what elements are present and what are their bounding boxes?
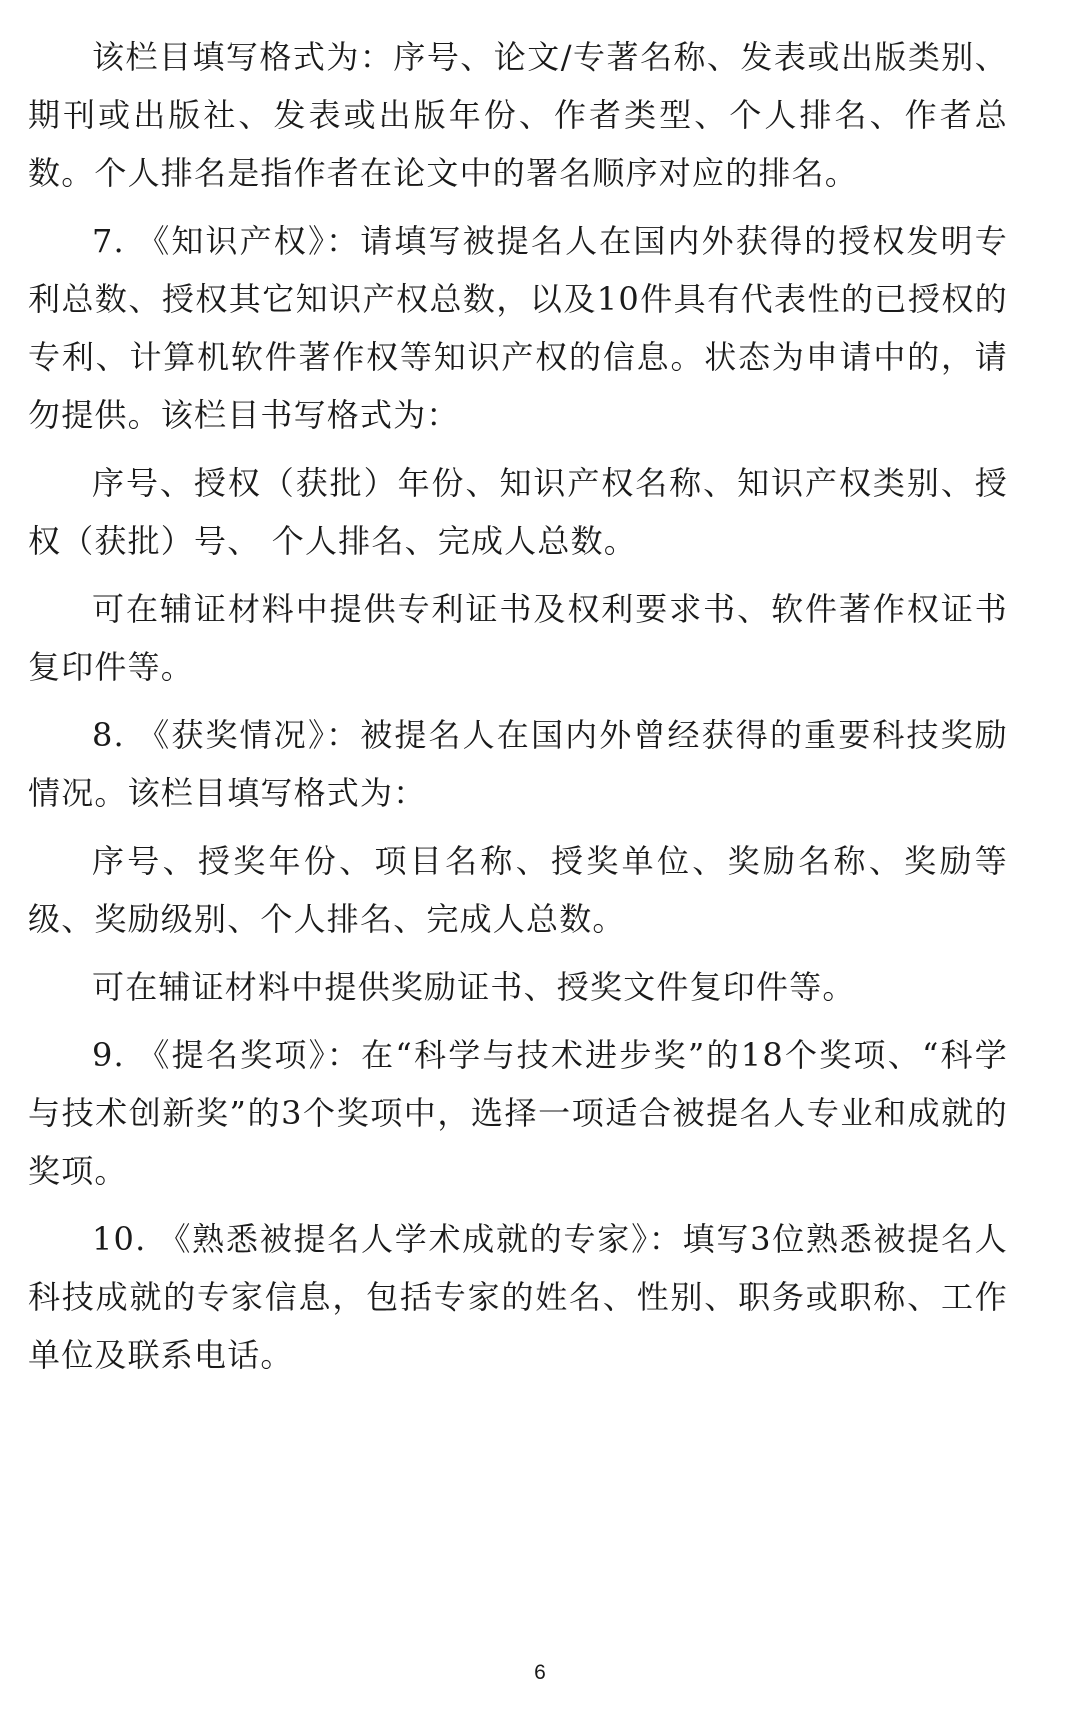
paragraph-nominated-award: 9. 《提名奖项》：在“科学与技术进步奖”的18个奖项、“科学与技术创新奖”的3个奖项中，选择一项适合被提名人专业和成就的奖项。: [28, 1036, 1008, 1190]
document-body: [28, 28, 1008, 1394]
paragraph-awards-format: 序号、授奖年份、项目名称、授奖单位、奖励名称、奖励等级、奖励级别、个人排名、完成人总数。: [28, 842, 1008, 938]
paragraph-ip-supporting-materials: 可在辅证材料中提供专利证书及权利要求书、软件著作权证书复印件等。: [28, 590, 1008, 686]
paragraph-awards-supporting-materials: 可在辅证材料中提供奖励证书、授奖文件复印件等。: [92, 968, 856, 1006]
paragraph-awards: 8. 《获奖情况》：被提名人在国内外曾经获得的重要科技奖励情况。该栏目填写格式为：: [28, 716, 1008, 812]
paragraph-experts: 10. 《熟悉被提名人学术成就的专家》：填写3位熟悉被提名人科技成就的专家信息，包括专家的姓名、性别、职务或职称、工作单位及联系电话。: [28, 1220, 1008, 1374]
page-number: 6: [534, 1661, 546, 1684]
paragraph-ip-format: 序号、授权（获批）年份、知识产权名称、知识产权类别、授权（获批）号、 个人排名、完成人总数。: [28, 464, 1008, 560]
paragraph-paper-format: 该栏目填写格式为：序号、论文/专著名称、发表或出版类别、期刊或出版社、发表或出版年份、作者类型、个人排名、作者总数。个人排名是指作者在论文中的署名顺序对应的排名。: [28, 38, 1008, 192]
paragraph-intellectual-property: 7. 《知识产权》：请填写被提名人在国内外获得的授权发明专利总数、授权其它知识产权总数，以及10件具有代表性的已授权的专利、计算机软件著作权等知识产权的信息。状态为申请中的，请勿提供。该栏目书写格式为：: [28, 222, 1008, 434]
